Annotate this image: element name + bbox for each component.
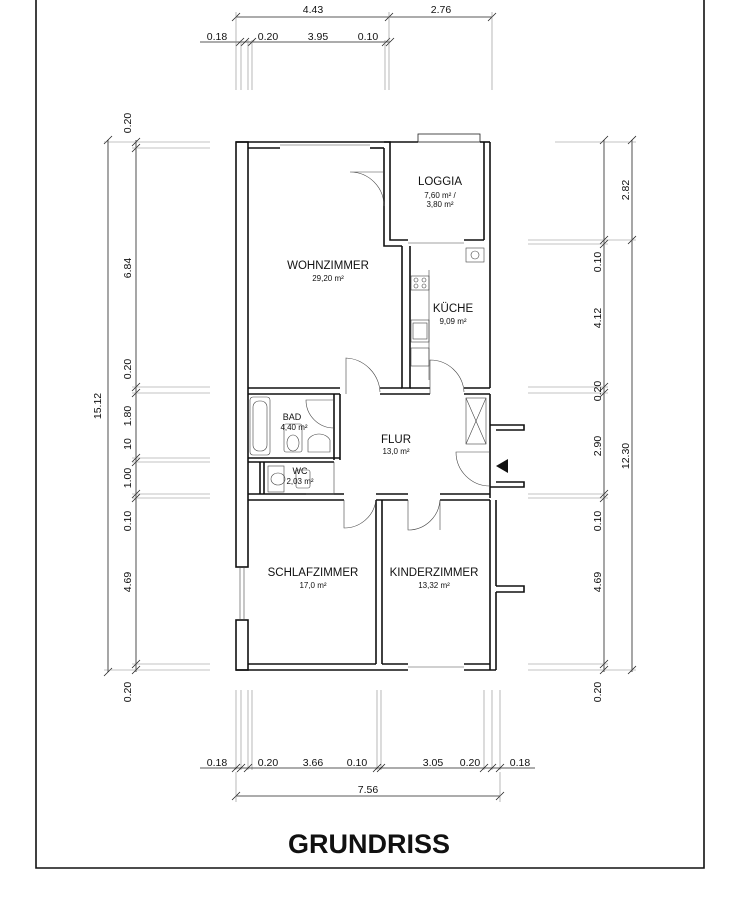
dim-left-1.80: 1.80 [122,405,134,427]
room-flur-name: FLUR [380,434,412,446]
right-dimension-lines [528,136,636,674]
dim-right-2.90: 2.90 [592,435,604,457]
dim-left-0.20-top: 0.20 [122,112,134,134]
dim-bottom-0.18-left: 0.18 [206,757,228,769]
room-bad-name: BAD [282,412,302,422]
dim-top-0.18: 0.18 [206,31,228,43]
room-flur-area: 13,0 m² [382,447,410,456]
room-kinderzimmer-name: KINDERZIMMER [389,567,479,579]
room-loggia-area-1: 7,60 m² / [424,191,456,200]
dim-left-0.10: 0.10 [122,510,134,532]
doors [306,172,490,530]
room-wc-area: 2,03 m² [286,477,314,486]
dim-top-4.43: 4.43 [302,4,324,16]
room-bad-area: 4,40 m² [280,423,308,432]
dim-left-0.20-mid: 0.20 [122,358,134,380]
dim-right-4.69: 4.69 [592,571,604,593]
room-kueche-area: 9,09 m² [439,317,467,326]
dim-left-4.69: 4.69 [122,571,134,593]
dim-top-0.10: 0.10 [357,31,379,43]
dim-top-0.20: 0.20 [257,31,279,43]
dim-bottom-total-7.56: 7.56 [357,784,379,796]
dim-bottom-0.10: 0.10 [346,757,368,769]
room-wohnzimmer-area: 29,20 m² [312,274,344,283]
dim-left-total-15.12: 15.12 [92,392,104,420]
room-wc-name: WC [292,466,308,476]
room-loggia-name: LOGGIA [417,176,463,188]
dim-left-1.00: 1.00 [122,467,134,489]
dim-left-10: 10 [122,438,134,450]
room-wohnzimmer-name: WOHNZIMMER [287,260,369,272]
dim-right-2.82: 2.82 [620,179,632,201]
dim-bottom-3.05: 3.05 [422,757,444,769]
room-schlafzimmer-name: SCHLAFZIMMER [267,567,359,579]
dim-right-0.20-bottom: 0.20 [592,681,604,703]
entrance-arrow-icon [496,459,508,473]
dim-bottom-0.20-right: 0.20 [459,757,481,769]
dim-bottom-0.20-left: 0.20 [257,757,279,769]
room-schlafzimmer-area: 17,0 m² [299,581,327,590]
dim-right-4.12: 4.12 [592,307,604,329]
dim-right-0.10-top: 0.10 [592,251,604,273]
room-loggia-area-2: 3,80 m² [426,200,454,209]
left-dimension-lines [104,136,210,676]
room-kinderzimmer-area: 13,32 m² [418,581,450,590]
page-title: GRUNDRISS [287,829,451,859]
dim-top-3.95: 3.95 [307,31,329,43]
dim-bottom-0.18-right: 0.18 [509,757,531,769]
dim-top-2.76: 2.76 [430,4,452,16]
dim-right-0.20-mid: 0.20 [592,380,604,402]
dim-left-0.20-bottom: 0.20 [122,681,134,703]
walls [236,134,524,670]
room-kueche-name: KÜCHE [432,303,474,315]
top-dimension-lines [200,12,496,90]
dim-bottom-3.66: 3.66 [302,757,324,769]
dim-right-0.10-low: 0.10 [592,510,604,532]
dim-right-total-12.30: 12.30 [620,442,632,470]
dim-left-6.84: 6.84 [122,257,134,279]
